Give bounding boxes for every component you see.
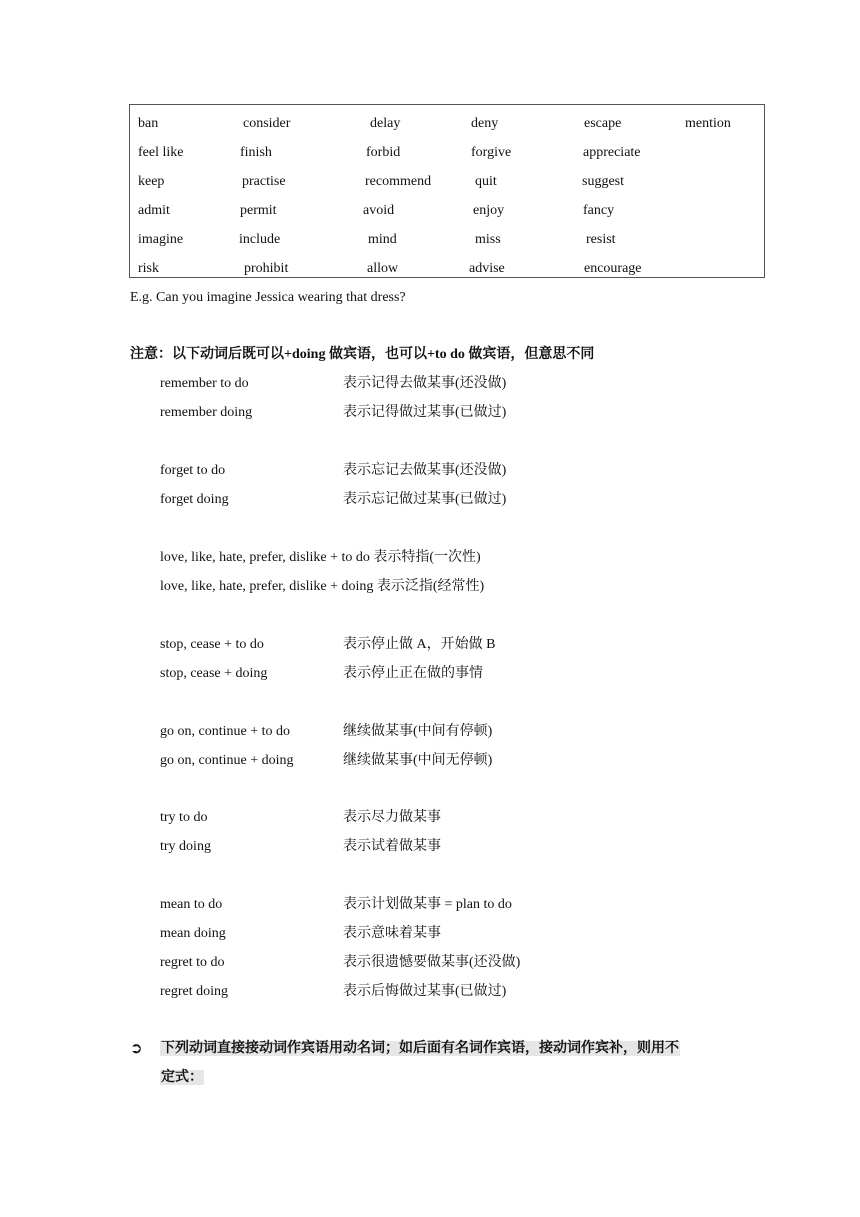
verb-cell: miss (475, 232, 501, 247)
pair-meaning: 表示停止做 A，开始做 B (343, 637, 496, 652)
arrow-right-icon: ➲ (130, 1039, 143, 1057)
pair-verb: regret doing (160, 984, 229, 999)
verb-cell: suggest (582, 174, 624, 189)
pair-verb: forget doing (160, 492, 229, 507)
pair-verb: try to do (160, 810, 208, 825)
highlighted-text: 定式： (161, 1070, 203, 1085)
pair-meaning: 表示很遗憾要做某事(还没做) (343, 955, 521, 970)
pair-verb: try doing (160, 839, 211, 854)
pair-meaning: 表示后悔做过某事(已做过) (343, 984, 507, 999)
verb-cell: risk (138, 261, 159, 276)
verb-cell: forbid (366, 145, 401, 160)
verb-table (129, 104, 765, 278)
verb-cell: advise (469, 261, 505, 276)
note-heading: 注意：以下动词后既可以+doing 做宾语，也可以+to do 做宾语，但意思不同 (130, 347, 595, 362)
highlighted-text: 下列动词直接接动词作宾语用动名词；如后面有名词作宾语，接动词作宾补，则用不 (161, 1041, 679, 1056)
pair-meaning: 表示记得去做某事(还没做) (343, 376, 507, 391)
verb-cell: imagine (138, 232, 184, 247)
verb-cell: resist (586, 232, 616, 247)
verb-cell: consider (243, 116, 291, 131)
verb-cell: feel like (138, 145, 184, 160)
bullet-text-line-1 (160, 1040, 680, 1058)
pair-verb: stop, cease + doing (160, 666, 268, 681)
verb-cell: enjoy (473, 203, 505, 218)
verb-cell: ban (138, 116, 159, 131)
verb-cell: escape (584, 116, 622, 131)
verb-cell: fancy (583, 203, 615, 218)
verb-cell: mind (368, 232, 397, 247)
bullet-text-line-2 (160, 1069, 204, 1087)
pair-meaning: 表示尽力做某事 (343, 810, 441, 825)
verb-cell: admit (138, 203, 170, 218)
pair-meaning: 继续做某事(中间有停顿) (343, 724, 493, 739)
pair-verb: mean doing (160, 926, 226, 941)
pair-meaning: 表示试着做某事 (343, 839, 441, 854)
example-sentence: E.g. Can you imagine Jessica wearing that dress? (130, 290, 406, 305)
verb-cell: finish (240, 145, 272, 160)
verb-cell: deny (471, 116, 499, 131)
pair-verb: go on, continue + to do (160, 724, 290, 739)
verb-cell: keep (138, 174, 165, 189)
verb-cell: avoid (363, 203, 395, 218)
pair-verb: stop, cease + to do (160, 637, 264, 652)
verb-cell: permit (240, 203, 277, 218)
pair-verb: remember doing (160, 405, 253, 420)
pair-meaning: 表示记得做过某事(已做过) (343, 405, 507, 420)
pair-meaning: 表示停止正在做的事情 (343, 666, 483, 681)
pair-verb: remember to do (160, 376, 249, 391)
love-line: love, like, hate, prefer, dislike + to do 表示特指(一次性) (160, 550, 481, 565)
pair-meaning: 表示忘记去做某事(还没做) (343, 463, 507, 478)
verb-cell: prohibit (244, 261, 289, 276)
pair-verb: mean to do (160, 897, 223, 912)
love-line: love, like, hate, prefer, dislike + doing 表示泛指(经常性) (160, 579, 485, 594)
pair-verb: go on, continue + doing (160, 753, 294, 768)
verb-cell: encourage (584, 261, 642, 276)
pair-verb: regret to do (160, 955, 225, 970)
verb-cell: mention (685, 116, 731, 131)
verb-cell: appreciate (583, 145, 641, 160)
verb-cell: include (239, 232, 281, 247)
verb-cell: forgive (471, 145, 512, 160)
verb-cell: recommend (365, 174, 432, 189)
verb-cell: delay (370, 116, 401, 131)
pair-meaning: 表示意味着某事 (343, 926, 441, 941)
verb-cell: quit (475, 174, 497, 189)
pair-verb: forget to do (160, 463, 226, 478)
pair-meaning: 继续做某事(中间无停顿) (343, 753, 493, 768)
verb-cell: practise (242, 174, 286, 189)
pair-meaning: 表示忘记做过某事(已做过) (343, 492, 507, 507)
verb-cell: allow (367, 261, 399, 276)
pair-meaning: 表示计划做某事 = plan to do (343, 897, 512, 912)
